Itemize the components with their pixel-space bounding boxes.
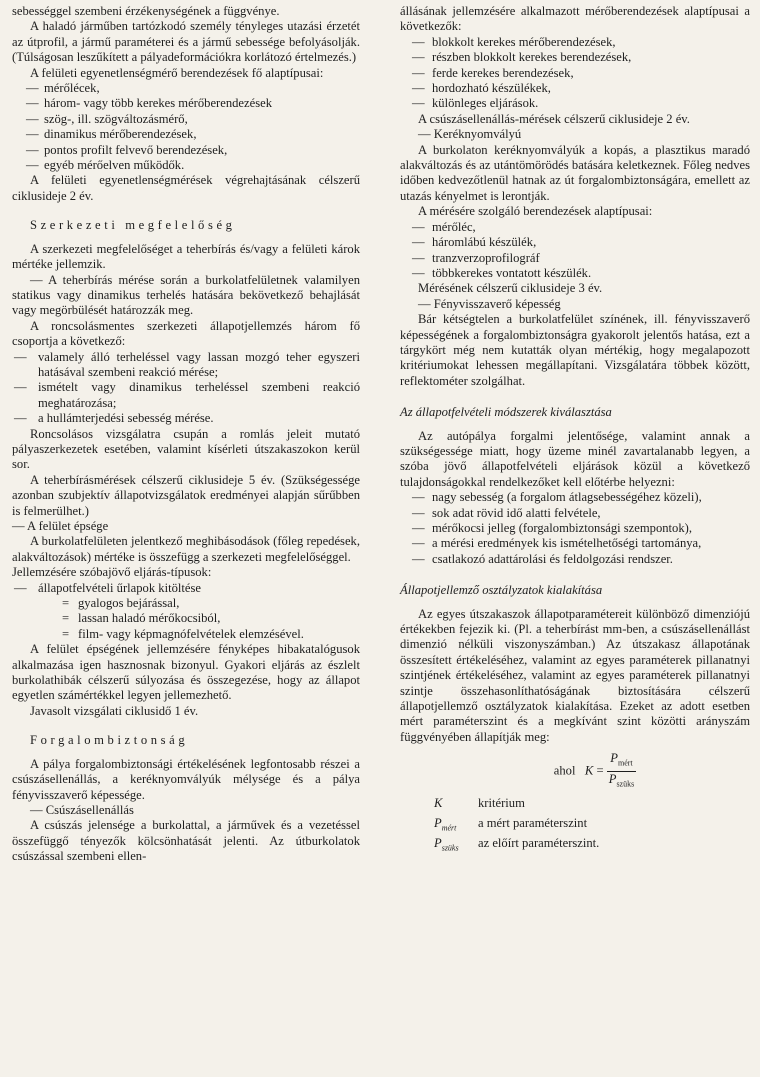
list-item: — három- vagy több kerekes mérőberendezések — [12, 96, 360, 111]
paragraph: Jellemzésére szóbajövő eljárás-típusok: — [12, 565, 212, 580]
legend-text: az előírt paraméterszint. — [478, 835, 600, 850]
requirements-list — [400, 490, 750, 567]
formula-prefix: ahol — [553, 763, 576, 778]
formula-fraction — [607, 751, 636, 792]
list-item: = gyalogos bejárással, — [12, 596, 360, 611]
legend-symbol: $P_{mért}$ — [434, 816, 457, 833]
paragraph: A teherbírásmérések célszerű ciklusideje 5 év. (Szükségessége azonban szubjektív állapotvizsgálatok eredményei alapján sűrűbben is felmerülhet.) — [12, 472, 360, 518]
paragraph: A burkolatfelületen jelentkező meghibásodások (főleg repedések, alakváltozások) mértéke is összefügg a szerkezeti megfelelőséggel. — [12, 534, 360, 564]
paragraph: A szerkezeti megfelelőséget a teherbírás és/vagy a felületi károk mértéke jellemzik. — [12, 241, 360, 272]
legend-row — [400, 836, 750, 856]
list-item: — pontos profilt felvevő berendezések, — [12, 143, 360, 158]
numerator-subscript: mért — [617, 758, 633, 768]
subsection-title: — A felület épsége — [12, 519, 109, 533]
list-item: — különleges eljárások. — [400, 96, 750, 111]
paragraph: Roncsolásos vizsgálatra csupán a romlás jeleit mutató pályaszerkezetek esetében, valamint kísérleti útszakaszokon kerül sor. — [12, 426, 360, 472]
list-item: — ismételt vagy dinamikus terheléssel szembeni reakció meghatározása; — [12, 380, 360, 411]
list-item: — csatlakozó adattárolási és feldolgozási rendszer. — [400, 552, 750, 567]
paragraph: A csúszás jelensége a burkolattal, a járművek és a vezetéssel összefüggő tényezők kölcsönhatását jelenti. Az útburkolatok csúszással szembeni ellen- — [12, 818, 360, 864]
paragraph: Az autópálya forgalmi jelentősége, valamint annak a szükségessége miatt, hogy üzeme minél zavartalanabb legyen, a szóba jövő állapotfelvételi eljárások közül a következő tulajdonságokkal rendelkezőket kell előtérbe helyezni: — [400, 428, 750, 489]
paragraph: — A teherbírás mérése során a burkolatfelületnek valamilyen statikus vagy dinamikus terhelés hatására bekövetkező behajlását vagy megörbülését határozzák meg. — [12, 272, 360, 318]
list-item: — szög-, ill. szögváltozásmérő, — [12, 112, 360, 127]
paragraph: A felületi egyenetlenségmérések végrehajtásának célszerű ciklusideje 2 év. — [12, 173, 360, 203]
section-heading: Szerkezeti megfelelőség — [30, 218, 236, 233]
legend-text: a mért paraméterszint — [478, 816, 588, 831]
paragraph: A roncsolásmentes szerkezeti állapotjellemzés három fő csoportja a következő: — [12, 318, 360, 349]
list-item: — részben blokkolt kerekes berendezések, — [400, 50, 750, 65]
procedure-list — [12, 581, 360, 596]
paragraph: Javasolt vizsgálati ciklusidő 1 év. — [30, 703, 199, 718]
paragraph: A felület épségének jellemzésére fényképes hibakatalógusok alkalmazása igen hasznosnak bizonyul. Gyakori eljárás az észlelt burkolathibák célszerű súlyozása és összegezése, hogy az állapot egyetlen számértékkel legyen jellemezhető. — [12, 642, 360, 703]
paragraph: sebességgel szembeni érzékenységének a függvénye. — [12, 4, 280, 18]
paragraph: A felületi egyenetlenségmérő berendezések fő alaptípusai: — [30, 65, 324, 80]
assessment-group-list — [12, 350, 360, 427]
list-item: = lassan haladó mérőkocsiból, — [12, 611, 360, 626]
subsection-title: — Fényvisszaverő képesség — [418, 296, 561, 311]
skid-device-list — [400, 35, 750, 112]
list-item: — a hullámterjedési sebesség mérése. — [12, 411, 360, 426]
legend-row — [400, 796, 750, 816]
section-heading: Állapotjellemző osztályzatok kialakítása — [400, 583, 603, 598]
paragraph: állásának jellemzésére alkalmazott mérőberendezések alaptípusai a következők: — [400, 4, 750, 34]
list-item: — sok adat rövid idő alatti felvétele, — [400, 506, 750, 521]
legend-symbol: K — [434, 796, 443, 811]
list-item: — nagy sebesség (a forgalom átlagsebességéhez közeli), — [400, 490, 750, 505]
denominator-symbol: P — [608, 772, 617, 787]
survey-method-list — [12, 596, 360, 642]
formula-lhs: K — [584, 763, 594, 778]
list-item: — a mérési eredmények kis ismételhetőségi tartománya, — [400, 536, 750, 551]
subsection-title: — Csúszásellenállás — [30, 802, 134, 817]
section-heading: Az állapotfelvételi módszerek kiválasztása — [400, 405, 612, 420]
legend-row — [400, 816, 750, 836]
numerator-symbol: P — [610, 751, 618, 766]
list-item: — ferde kerekes berendezések, — [400, 66, 750, 81]
list-item: — háromlábú készülék, — [400, 235, 750, 250]
legend-symbol: $P_{szüks}$ — [434, 835, 459, 853]
formula — [400, 751, 750, 792]
right-column — [400, 4, 750, 856]
paragraph: A mérésére szolgáló berendezések alaptípusai: — [418, 204, 653, 219]
list-item: — mérőléc, — [400, 220, 750, 235]
device-type-list — [12, 81, 360, 173]
left-column — [12, 4, 360, 865]
paragraph: A burkolaton keréknyomvályúk a kopás, a plasztikus maradó alakváltozás és az utántömörödés batására keletkeznek. Főleg nedves időben kedvezőtlenül hatnak az út forgalombiztonságára, emellett az utazás kényelmet is lerontják. — [400, 142, 750, 203]
list-item: — egyéb mérőelven működők. — [12, 158, 360, 173]
list-item: — dinamikus mérőberendezések, — [12, 127, 360, 142]
list-item: — mérőlécek, — [12, 81, 360, 96]
list-item: — hordozható készülékek, — [400, 81, 750, 96]
formula-numerator — [607, 751, 636, 772]
list-item: — tranzverzoprofilográf — [400, 251, 750, 266]
legend-text: kritérium — [478, 796, 525, 811]
paragraph: Mérésének célszerű ciklusideje 3 év. — [418, 281, 603, 296]
section-heading: Forgalombiztonság — [30, 733, 189, 748]
paragraph: A haladó járműben tartózkodó személy tényleges utazási érzetét az útprofil, a jármű paraméterei és a jármű sebessége befolyásolják. (Túlságosan leszűkített a pályadeformációkra korlátozó értelmezés.) — [12, 19, 360, 65]
formula-denominator — [607, 772, 636, 792]
formula-equals: = — [596, 763, 604, 778]
list-item: — állapotfelvételi űrlapok kitöltése — [12, 581, 360, 596]
list-item: = film- vagy képmagnófelvételek elemzésével. — [12, 627, 360, 642]
paragraph: Az egyes útszakaszok állapotparamétereit különböző dimenziójú értékekben fejezik ki. (Pl. a teherbírást mm-ben, a csúszásellenállást dimenzió nélküli viszonyszámban.) Az útszakasz állapotának összesített értékeléséhez, valamint az egyes paraméterek pillanatnyi szintjének értékeléséhez, valamint az egyes paraméterek pillanatnyi szintje összehasonlíthatóságának biztosítására célszerű állapotjellemző osztályzatok kialakítása. Ezeket az adott esetben mért paraméterszint és a megkívánt szint közötti arányszám függvényében állapítják meg: — [400, 606, 750, 744]
subsection-title: — Keréknyomvályú — [418, 127, 522, 142]
paragraph: A csúszásellenállás-mérések célszerű ciklusideje 2 év. — [418, 111, 690, 126]
list-item: — blokkolt kerekes mérőberendezések, — [400, 35, 750, 50]
paragraph: Bár kétségtelen a burkolatfelület színének, ill. fényvisszaverő képességének a forgalombiztonságra gyakorolt jelentős hatása, ezt a tárgykört még nem kutatták olyan mértékig, hogy megalapozott kritériumokat lehessen megállapítani. Vizsgálatára többek között, reflektométer szolgálhat. — [400, 312, 750, 388]
list-item: — valamely álló terheléssel vagy lassan mozgó teher egyszeri hatásával szembeni reakció mérése; — [12, 350, 360, 381]
list-item: — mérőkocsi jelleg (forgalombiztonsági szempontok), — [400, 521, 750, 536]
denominator-subscript: szüks — [616, 779, 635, 789]
rut-device-list — [400, 220, 750, 282]
list-item: — többkerekes vontatott készülék. — [400, 266, 750, 281]
paragraph: A pálya forgalombiztonsági értékelésének legfontosabb részei a csúszásellenállás, a keréknyomvályúk mélysége és a pálya fényvisszaverő képessége. — [12, 756, 360, 802]
